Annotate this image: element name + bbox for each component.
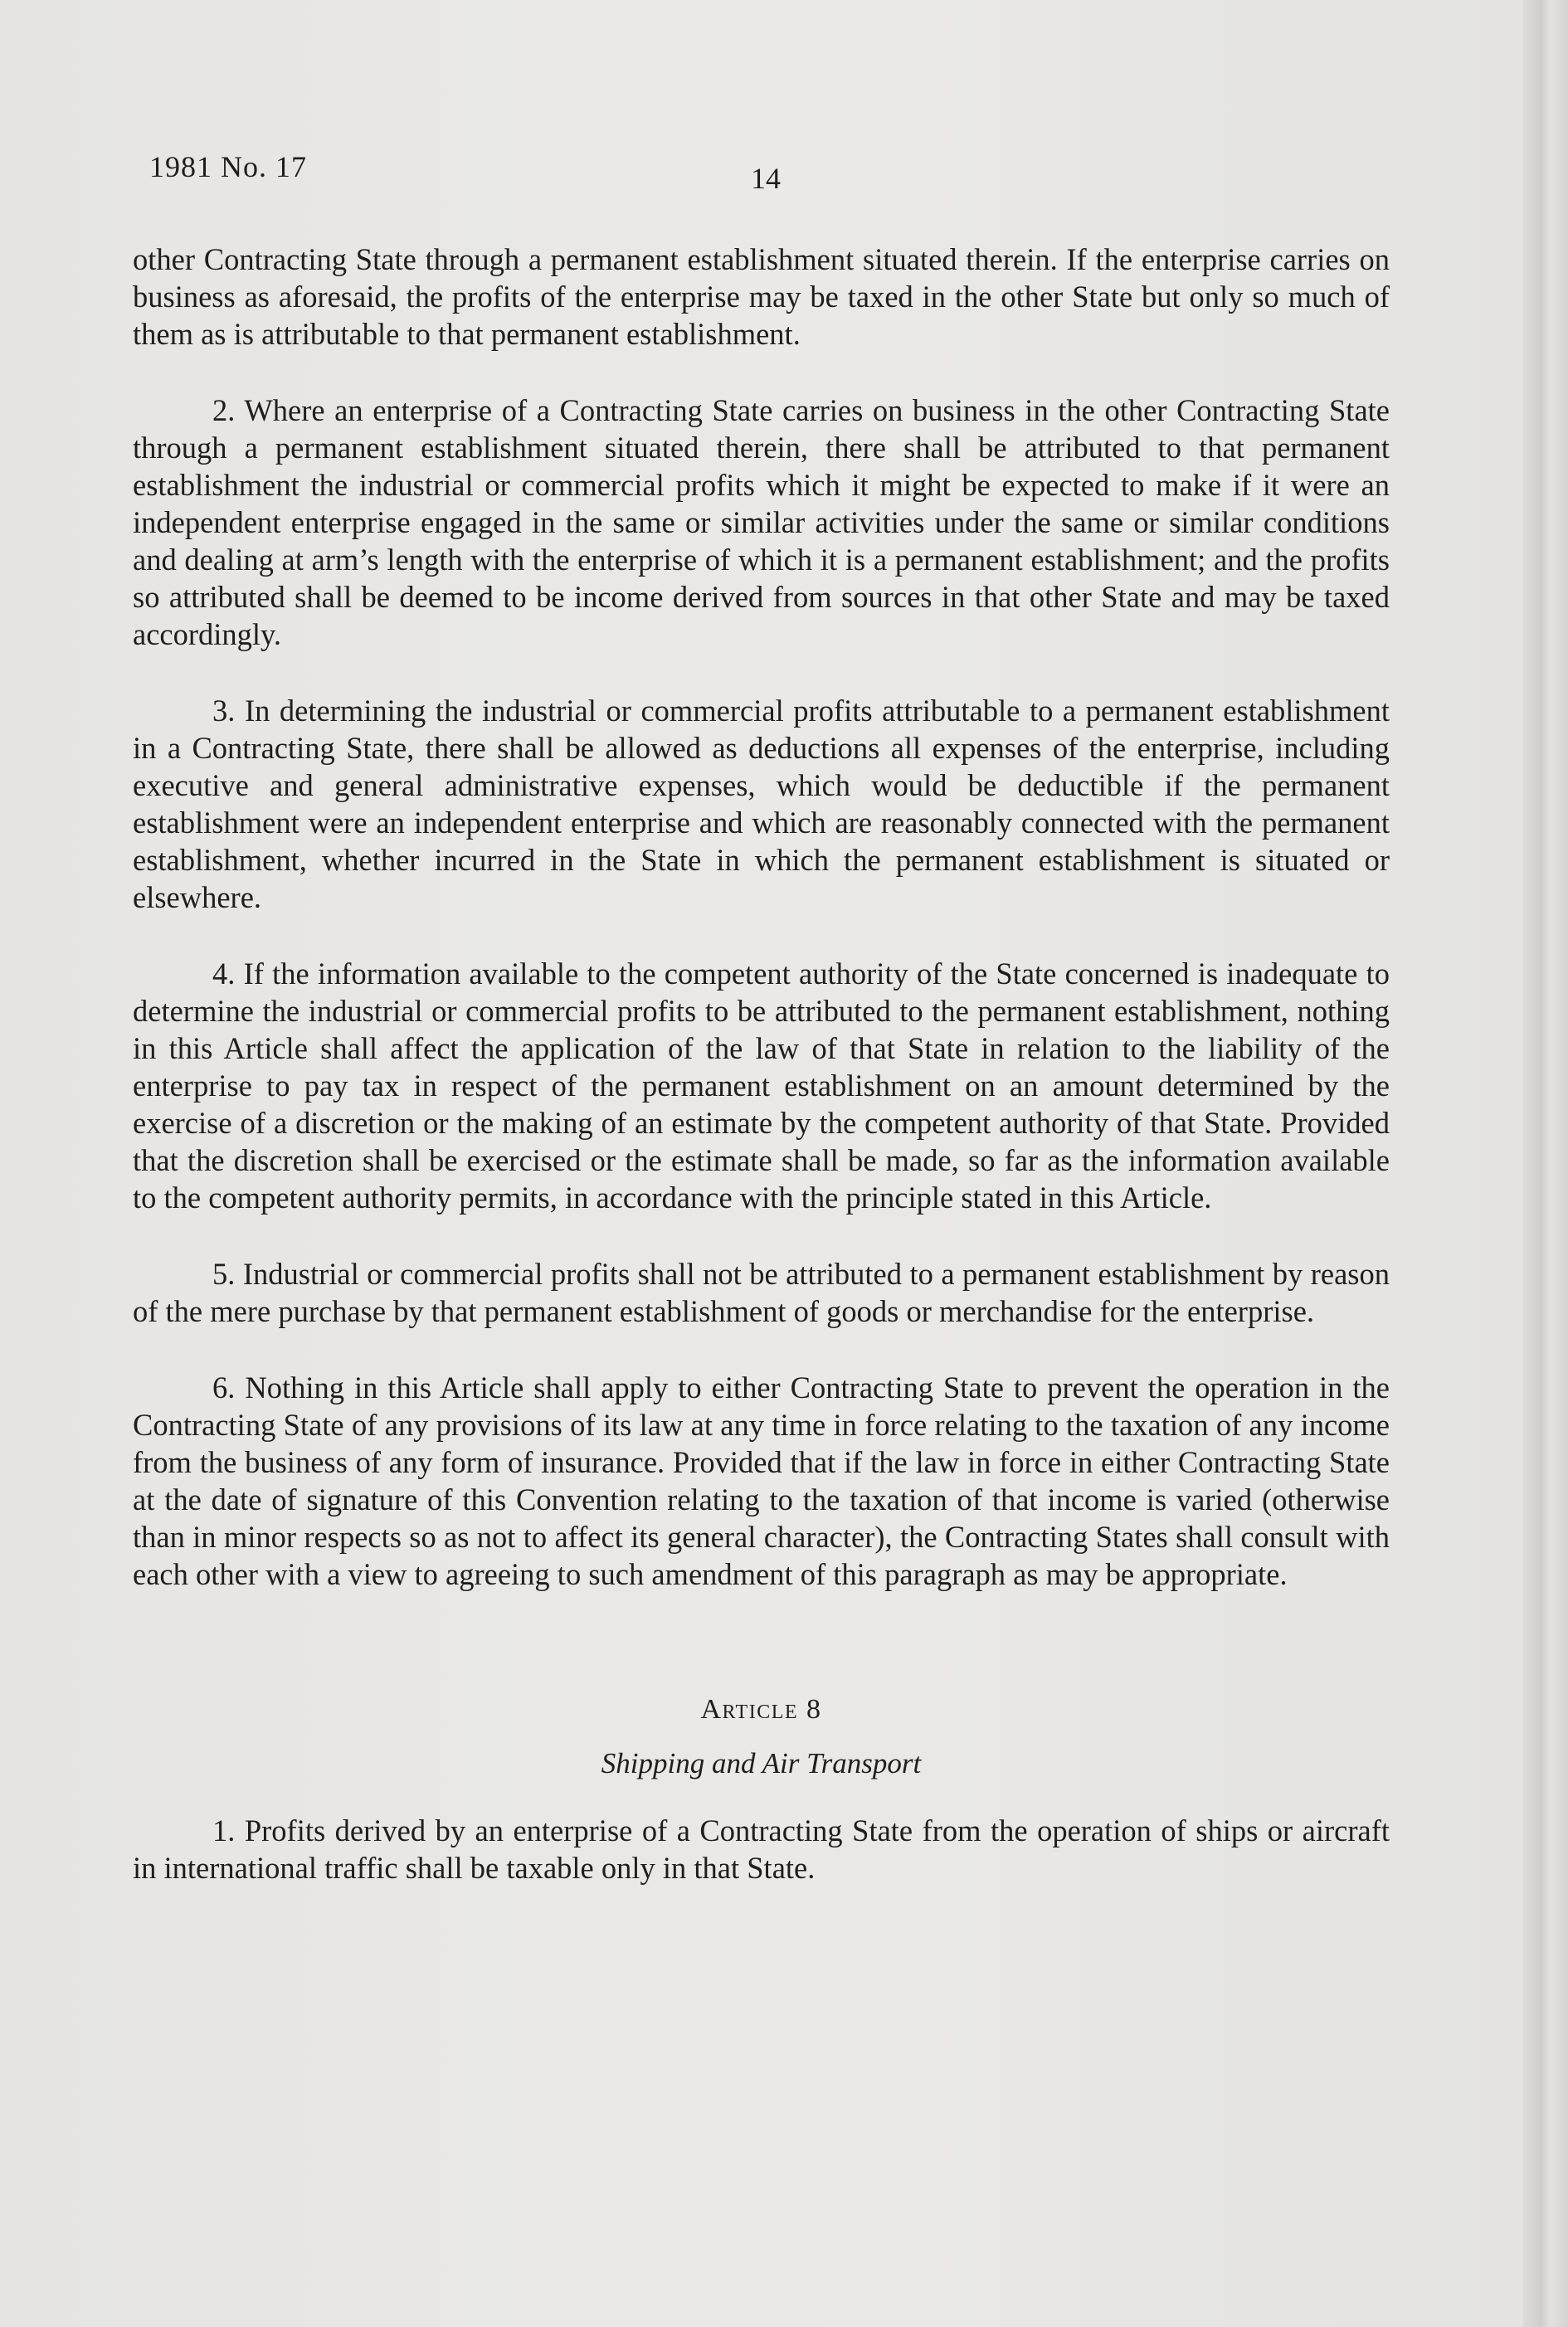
paragraph-6: 6. Nothing in this Article shall apply to either Contracting State to prevent the operation in the Contracting State of any provisions of its law at any time in force relating to the taxation of any income from the business of any form of insurance. Provided that if the law in force in either Contracting State at the date of signature of this Convention relating to the taxation of that income is varied (otherwise than in minor respects so as not to affect its general character), the Contracting States shall consult with each other with a view to agreeing to such amendment of this paragraph as may be appropriate. — [133, 1370, 1390, 1591]
paragraph-3: 3. In determining the industrial or commercial profits attributable to a permanent establishment in a Contracting State, there shall be allowed as deductions all expenses of the enterprise, including executive and general administrative expenses, which would be deductible if the permanent establishment were an independent enterprise and which are reasonably connected with the permanent establishment, whether incurred in the State in which the permanent establishment is situated or elsewhere. — [133, 694, 1390, 914]
article-number: Article 8 — [700, 1694, 822, 1725]
article-paragraph-1: 1. Profits derived by an enterprise of a Contracting State from the operation of ships or aircraft in international traffic shall be taxable only in that State. — [133, 1813, 1390, 1885]
page-number: 14 — [751, 162, 781, 195]
article-heading — [133, 1691, 1390, 1728]
page-binding-edge — [1523, 0, 1568, 2327]
document-body — [133, 241, 1390, 1925]
article-title: Shipping and Air Transport — [601, 1747, 922, 1779]
paragraph-4: 4. If the information available to the competent authority of the State concerned is inadequate to determine the industrial or commercial profits to be attributed to the permanent establishment, nothing in this Article shall affect the application of the law of that State in relation to the liability of the enterprise to pay tax in respect of the permanent establishment on an amount determined by the exercise of a discretion or the making of an estimate by the competent authority of that State. Provided that the discretion shall be exercised or the estimate shall be made, so far as the information available to the competent authority permits, in accordance with the principle stated in this Article. — [133, 957, 1390, 1215]
paragraph-5: 5. Industrial or commercial profits shall not be attributed to a permanent establishment by reason of the mere purchase by that permanent establishment of goods or merchandise for the enterprise. — [133, 1257, 1390, 1328]
paragraph-2: 2. Where an enterprise of a Contracting State carries on business in the other Contracting State through a permanent establishment situated therein, there shall be attributed to that permanent establishment the industrial or commercial profits which it might be expected to make if it were an independent enterprise engaged in the same or similar activities under the same or similar conditions and dealing at arm’s length with the enterprise of which it is a permanent establishment; and the profits so attributed shall be deemed to be income derived from sources in that other State and may be taxed accordingly. — [133, 393, 1390, 651]
paragraph-continuation: other Contracting State through a permanent establishment situated therein. If the enterprise carries on business as aforesaid, the profits of the enterprise may be taxed in the other State but only so much of them as is attributable to that permanent establishment. — [133, 242, 1390, 351]
document-reference: 1981 No. 17 — [149, 150, 307, 183]
page-header — [149, 149, 1394, 199]
